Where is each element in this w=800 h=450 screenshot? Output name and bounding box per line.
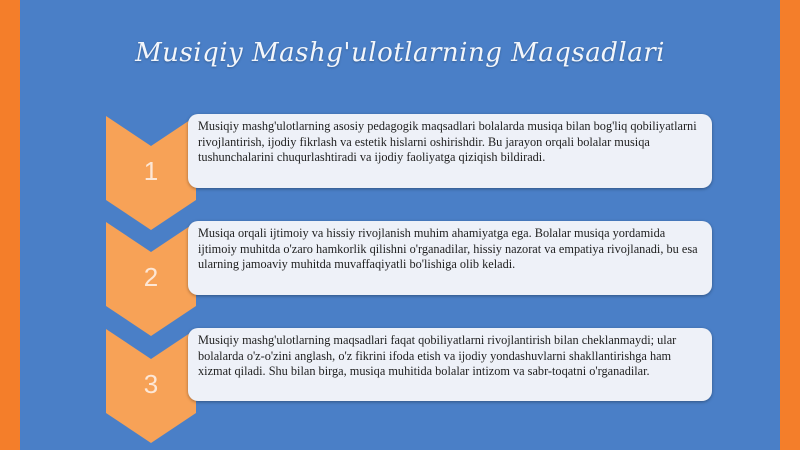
chevron-marker-1 — [106, 116, 196, 230]
chevron-marker-2 — [106, 222, 196, 336]
item-number-2: 2 — [143, 262, 159, 292]
item-number-1: 1 — [143, 156, 159, 186]
item-card-1 — [188, 114, 712, 188]
item-text-3: Musiqiy mashg'ulotlarning maqsadlari faqat qobiliyatlarni rivojlantirish bilan cheklanmaydi; ular bolalarda o'z-o'zini anglash, o'z fikrini ifoda etish va ijodiy yondashuvlarni shakllantirishga ham xizmat qiladi. Shu bilan birga, musiqa muhitida bolalar intizom va sabr-toqatni o'rganadilar. — [198, 333, 677, 378]
item-card-3 — [188, 328, 712, 401]
slide-title: Musiqiy Mashg'ulotlarning Maqsadlari — [135, 38, 665, 68]
chevron-marker-3 — [106, 329, 196, 443]
item-number-3: 3 — [143, 369, 159, 399]
item-text-1: Musiqiy mashg'ulotlarning asosiy pedagogik maqsadlari bolalarda musiqa bilan bog'liq qobiliyatlarni rivojlantirish, ijodiy fikrlash va estetik hislarni oshirishdir. Bu jarayon orqali bolalar musiqa tushunchalarini chuqurlashtiradi va ijodiy faoliyatga qiziqish bildiradi. — [198, 119, 697, 164]
slide — [20, 0, 780, 450]
item-text-2: Musiqa orqali ijtimoiy va hissiy rivojlanish muhim ahamiyatga ega. Bolalar musiqa yordamida ijtimoiy muhitda o'zaro hamkorlik qilishni o'rganadilar, hissiy nazorat va empatiya rivojlanadi, bu esa ularning jamoaviy muhitda muvaffaqiyatli bo'lishiga olib keladi. — [198, 226, 698, 271]
item-card-2 — [188, 221, 712, 295]
